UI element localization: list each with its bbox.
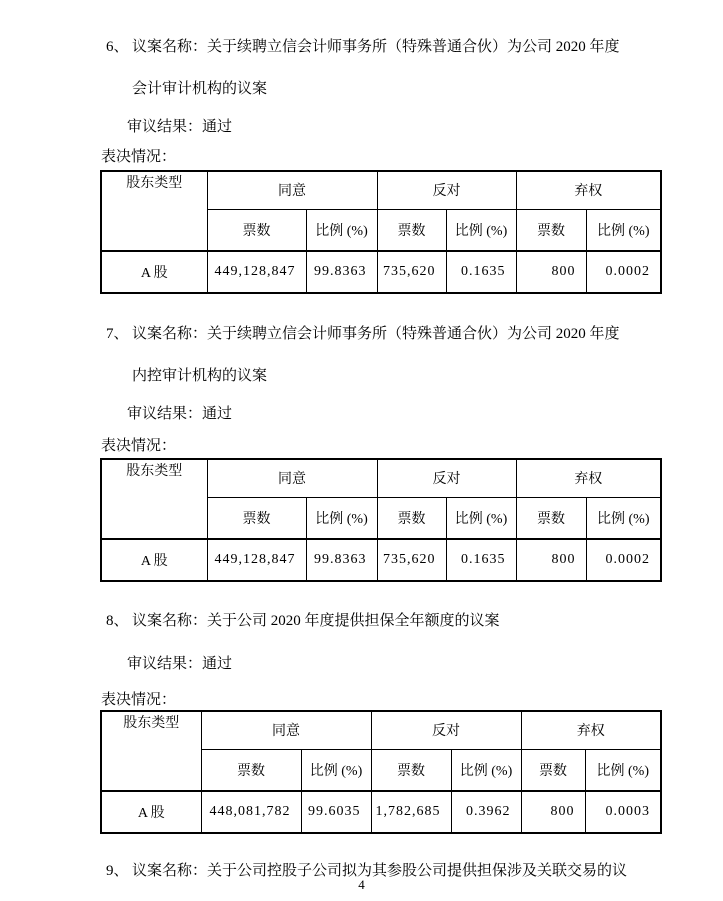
cell-oppose-votes: 735,620: [377, 539, 446, 581]
section-7-review-result: 审议结果：通过: [127, 406, 233, 422]
header-abstain: 弃权: [516, 459, 661, 497]
header-votes: 票数: [207, 497, 306, 539]
cell-oppose-votes: 735,620: [377, 251, 446, 293]
header-oppose: 反对: [377, 459, 516, 497]
header-votes: 票数: [207, 209, 306, 251]
section-6-vote-table: [100, 170, 662, 294]
cell-oppose-votes: 1,782,685: [371, 791, 451, 833]
header-shareholder-type: 股东类型: [101, 171, 207, 251]
table-row: [101, 791, 661, 833]
header-agree: 同意: [201, 711, 371, 749]
cell-abstain-ratio: 0.0003: [585, 791, 661, 833]
header-ratio: 比例 (%): [306, 209, 377, 251]
header-ratio: 比例 (%): [451, 749, 521, 791]
header-shareholder-type: 股东类型: [101, 459, 207, 539]
section-6-review-result: 审议结果：通过: [127, 119, 233, 135]
header-oppose: 反对: [371, 711, 521, 749]
header-ratio: 比例 (%): [586, 209, 661, 251]
cell-abstain-votes: 800: [521, 791, 585, 833]
cell-shareholder-type: A 股: [101, 791, 201, 833]
header-ratio: 比例 (%): [446, 209, 516, 251]
proposal-title: 议案名称：关于公司 2020 年度提供担保全年额度的议案: [132, 613, 500, 629]
cell-abstain-votes: 800: [516, 251, 586, 293]
header-agree: 同意: [207, 459, 377, 497]
header-votes: 票数: [371, 749, 451, 791]
section-8-review-result: 审议结果：通过: [127, 656, 233, 672]
cell-oppose-ratio: 0.3962: [451, 791, 521, 833]
section-number: 7、: [106, 326, 129, 342]
section-8-vote-caption: 表决情况：: [101, 692, 177, 708]
cell-abstain-ratio: 0.0002: [586, 539, 661, 581]
section-6-title-line2: 会计审计机构的议案: [132, 81, 268, 97]
header-votes: 票数: [521, 749, 585, 791]
proposal-title: 议案名称：关于续聘立信会计师事务所（特殊普通合伙）为公司 2020 年度: [132, 39, 620, 55]
cell-oppose-ratio: 0.1635: [446, 539, 516, 581]
section-6-vote-caption: 表决情况：: [101, 149, 177, 165]
proposal-title: 议案名称：关于公司控股子公司拟为其参股公司提供担保涉及关联交易的议: [132, 863, 628, 879]
cell-abstain-votes: 800: [516, 539, 586, 581]
header-ratio: 比例 (%): [585, 749, 661, 791]
header-votes: 票数: [201, 749, 301, 791]
table-row: [101, 539, 661, 581]
cell-agree-votes: 449,128,847: [207, 539, 306, 581]
header-oppose: 反对: [377, 171, 516, 209]
table-row: [101, 251, 661, 293]
cell-agree-ratio: 99.6035: [301, 791, 371, 833]
cell-agree-votes: 449,128,847: [207, 251, 306, 293]
section-8-vote-table: [100, 710, 662, 834]
header-abstain: 弃权: [521, 711, 661, 749]
cell-shareholder-type: A 股: [101, 539, 207, 581]
section-7-title-line2: 内控审计机构的议案: [132, 368, 268, 384]
section-number: 6、: [106, 39, 129, 55]
header-agree: 同意: [207, 171, 377, 209]
section-7-vote-table: [100, 458, 662, 582]
header-ratio: 比例 (%): [306, 497, 377, 539]
cell-agree-ratio: 99.8363: [306, 251, 377, 293]
cell-abstain-ratio: 0.0002: [586, 251, 661, 293]
header-shareholder-type: 股东类型: [101, 711, 201, 791]
section-6-title-line1: [106, 38, 620, 57]
section-number: 8、: [106, 613, 129, 629]
section-7-vote-caption: 表决情况：: [101, 438, 177, 454]
section-7-title-line1: [106, 325, 620, 344]
header-votes: 票数: [516, 209, 586, 251]
header-votes: 票数: [516, 497, 586, 539]
header-votes: 票数: [377, 209, 446, 251]
header-ratio: 比例 (%): [301, 749, 371, 791]
header-ratio: 比例 (%): [586, 497, 661, 539]
header-abstain: 弃权: [516, 171, 661, 209]
section-number: 9、: [106, 863, 129, 879]
cell-agree-votes: 448,081,782: [201, 791, 301, 833]
section-8-title-line1: [106, 612, 500, 631]
cell-shareholder-type: A 股: [101, 251, 207, 293]
header-votes: 票数: [377, 497, 446, 539]
proposal-title: 议案名称：关于续聘立信会计师事务所（特殊普通合伙）为公司 2020 年度: [132, 326, 620, 342]
cell-oppose-ratio: 0.1635: [446, 251, 516, 293]
cell-agree-ratio: 99.8363: [306, 539, 377, 581]
page-number: 4: [358, 877, 365, 892]
header-ratio: 比例 (%): [446, 497, 516, 539]
